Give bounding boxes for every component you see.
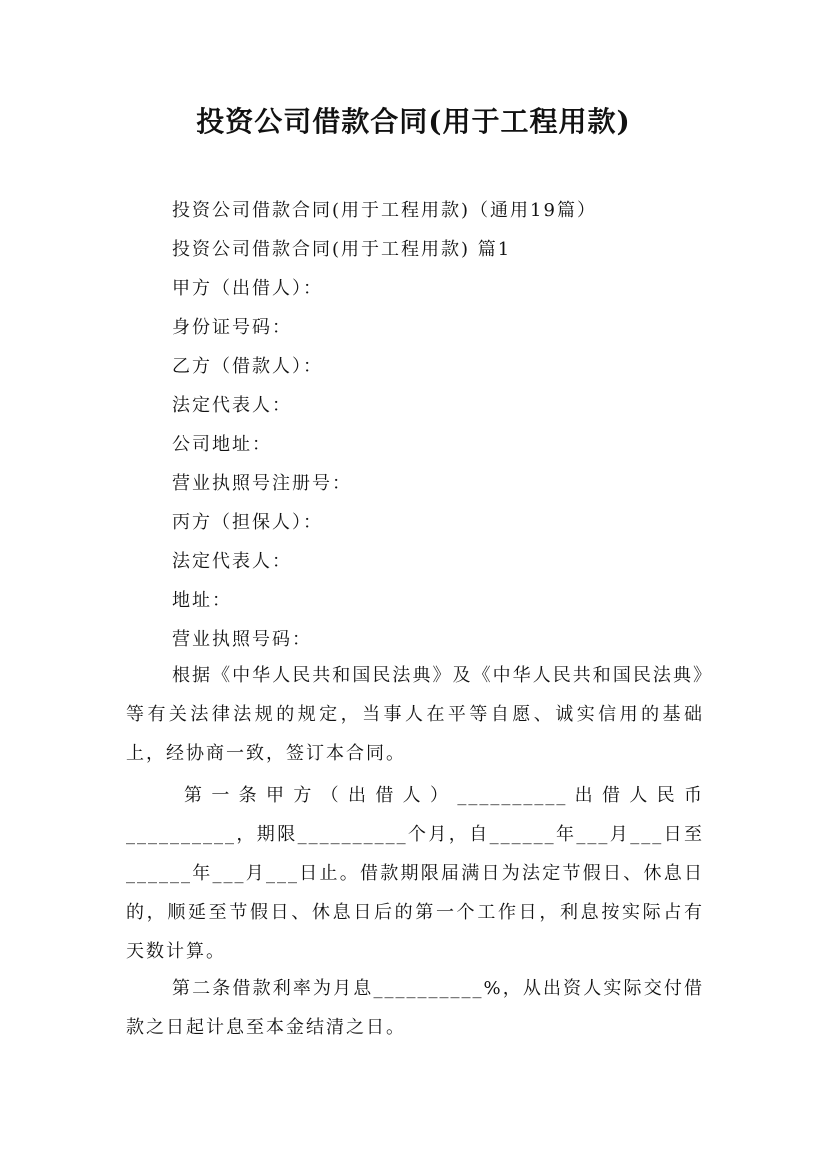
legal-representative-label-2: 法定代表人： (172, 551, 292, 572)
legal-representative-label: 法定代表人： (172, 395, 292, 416)
party-b-label: 乙方（借款人）： (172, 356, 323, 377)
preamble-paragraph: 根据《中华人民共和国民法典》及《中华人民共和国民法典》等有关法律法规的规定，当事人在平等自愿、诚实信用的基础上，经协商一致，签订本合同。 (126, 665, 704, 764)
business-license-number-label: 营业执照号码： (172, 629, 312, 650)
article-2-paragraph: 第二条借款利率为月息__________%，从出资人实际交付借款之日起计息至本金结清之日。 (126, 978, 704, 1038)
section-heading: 投资公司借款合同(用于工程用款) 篇1 (172, 239, 512, 260)
party-c-label: 丙方（担保人）： (172, 512, 323, 533)
company-address-label: 公司地址： (172, 434, 272, 455)
party-a-label: 甲方（出借人）： (172, 278, 323, 299)
id-number-label: 身份证号码： (172, 317, 292, 338)
subtitle-line: 投资公司借款合同(用于工程用款)（通用19篇） (172, 200, 597, 221)
document-title: 投资公司借款合同(用于工程用款) (196, 105, 631, 138)
article-1-paragraph: 第一条甲方（出借人）__________出借人民币__________，期限__________个月，自______年___月___日至______年___月___日止。借款期限届满日为法定节假日、休息日的，顺延至节假日、休息日后的第一个工作日，利息按实际占有天数计算。 (126, 785, 704, 962)
address-label: 地址： (172, 590, 232, 611)
business-license-registration-label: 营业执照号注册号： (172, 473, 352, 494)
